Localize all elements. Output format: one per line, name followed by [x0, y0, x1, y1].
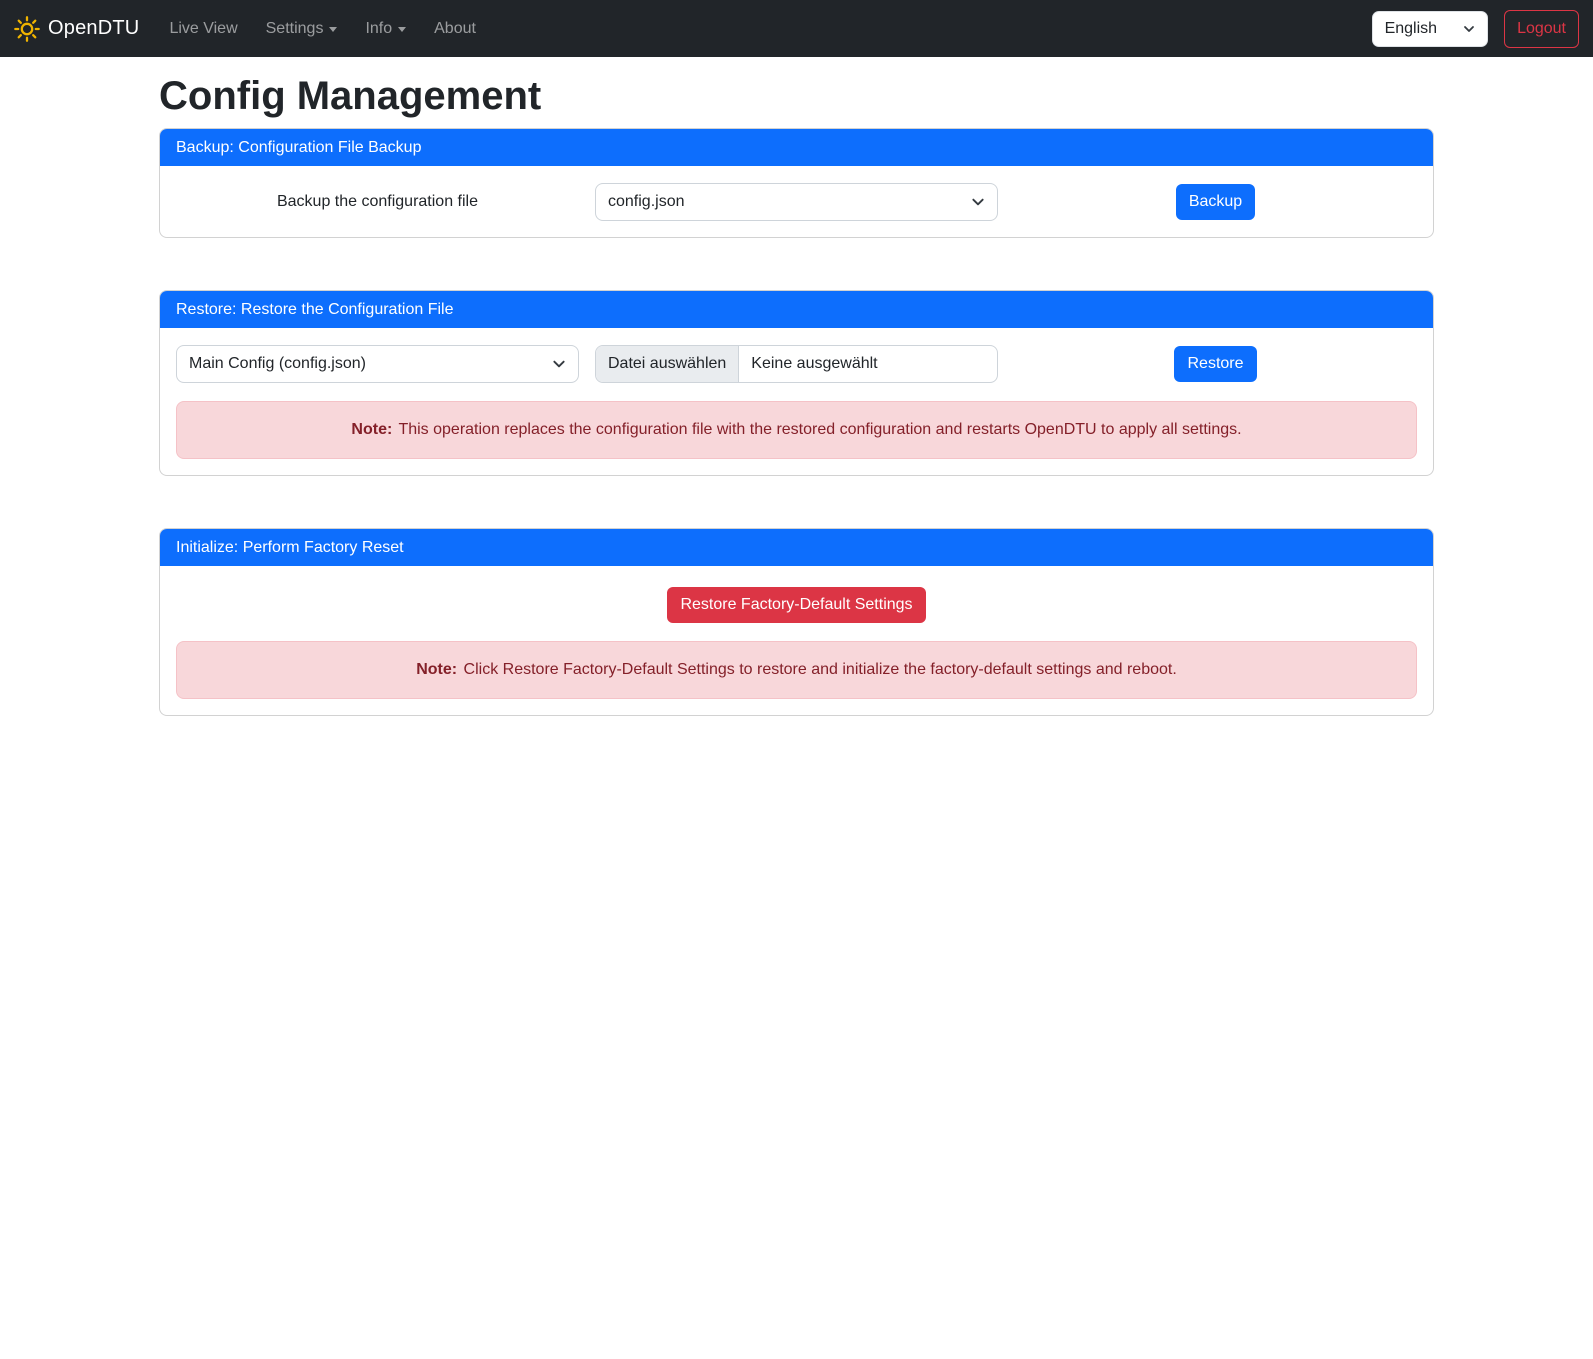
brand-link[interactable] — [14, 16, 139, 42]
caret-down-icon — [398, 27, 406, 32]
logout-button[interactable]: Logout — [1504, 10, 1579, 48]
backup-card-header: Backup: Configuration File Backup — [160, 129, 1433, 166]
note-prefix: Note: — [416, 661, 458, 678]
navbar-right — [1372, 10, 1579, 48]
note-prefix: Note: — [351, 421, 393, 438]
backup-file-select[interactable] — [595, 183, 998, 221]
page-title: Config Management — [159, 74, 542, 118]
file-choose-button[interactable]: Datei auswählen — [596, 346, 739, 382]
sun-icon — [14, 16, 40, 42]
nav-links — [157, 12, 1371, 46]
nav-item-live-view-label: Live View — [169, 19, 238, 37]
backup-file-label: Backup the configuration file — [276, 193, 478, 210]
file-chosen-status: Keine ausgewählt — [751, 355, 878, 372]
backup-card-body — [160, 166, 1433, 237]
factory-reset-note-alert — [176, 641, 1417, 699]
nav-item-settings-label: Settings — [265, 19, 324, 37]
factory-reset-card-body — [160, 566, 1433, 715]
nav-item-live-view[interactable] — [157, 12, 249, 46]
backup-file-select-value: config.json — [608, 193, 685, 210]
backup-card — [159, 128, 1434, 238]
chevron-down-icon — [1463, 23, 1475, 35]
factory-reset-card — [159, 528, 1434, 716]
navbar — [0, 0, 1593, 57]
nav-item-about-label: About — [434, 19, 476, 37]
restore-card-body — [160, 328, 1433, 475]
restore-card-header: Restore: Restore the Configuration File — [160, 291, 1433, 328]
restore-file-input[interactable] — [595, 345, 998, 383]
main-content — [159, 57, 1434, 716]
backup-button[interactable]: Backup — [1176, 184, 1255, 220]
caret-down-icon — [329, 27, 337, 32]
restore-card — [159, 290, 1434, 476]
note-text: This operation replaces the configuration file with the restored configuration and restarts OpenDTU to apply all settings. — [398, 421, 1242, 438]
restore-note-alert — [176, 401, 1417, 459]
nav-item-about[interactable] — [422, 12, 488, 46]
restore-config-select[interactable] — [176, 345, 579, 383]
restore-button[interactable]: Restore — [1174, 346, 1256, 382]
chevron-down-icon — [971, 195, 985, 209]
language-select[interactable] — [1372, 11, 1488, 47]
factory-reset-button[interactable]: Restore Factory-Default Settings — [667, 587, 925, 623]
note-text: Click Restore Factory-Default Settings to restore and initialize the factory-default settings and reboot. — [463, 661, 1177, 678]
restore-config-select-value: Main Config (config.json) — [189, 355, 366, 372]
nav-item-settings[interactable] — [254, 12, 350, 46]
brand-label: OpenDTU — [48, 17, 140, 39]
nav-item-info-label: Info — [365, 19, 393, 37]
factory-reset-card-header: Initialize: Perform Factory Reset — [160, 529, 1433, 566]
language-select-value: English — [1384, 19, 1438, 37]
chevron-down-icon — [552, 357, 566, 371]
nav-item-info[interactable] — [353, 12, 418, 46]
